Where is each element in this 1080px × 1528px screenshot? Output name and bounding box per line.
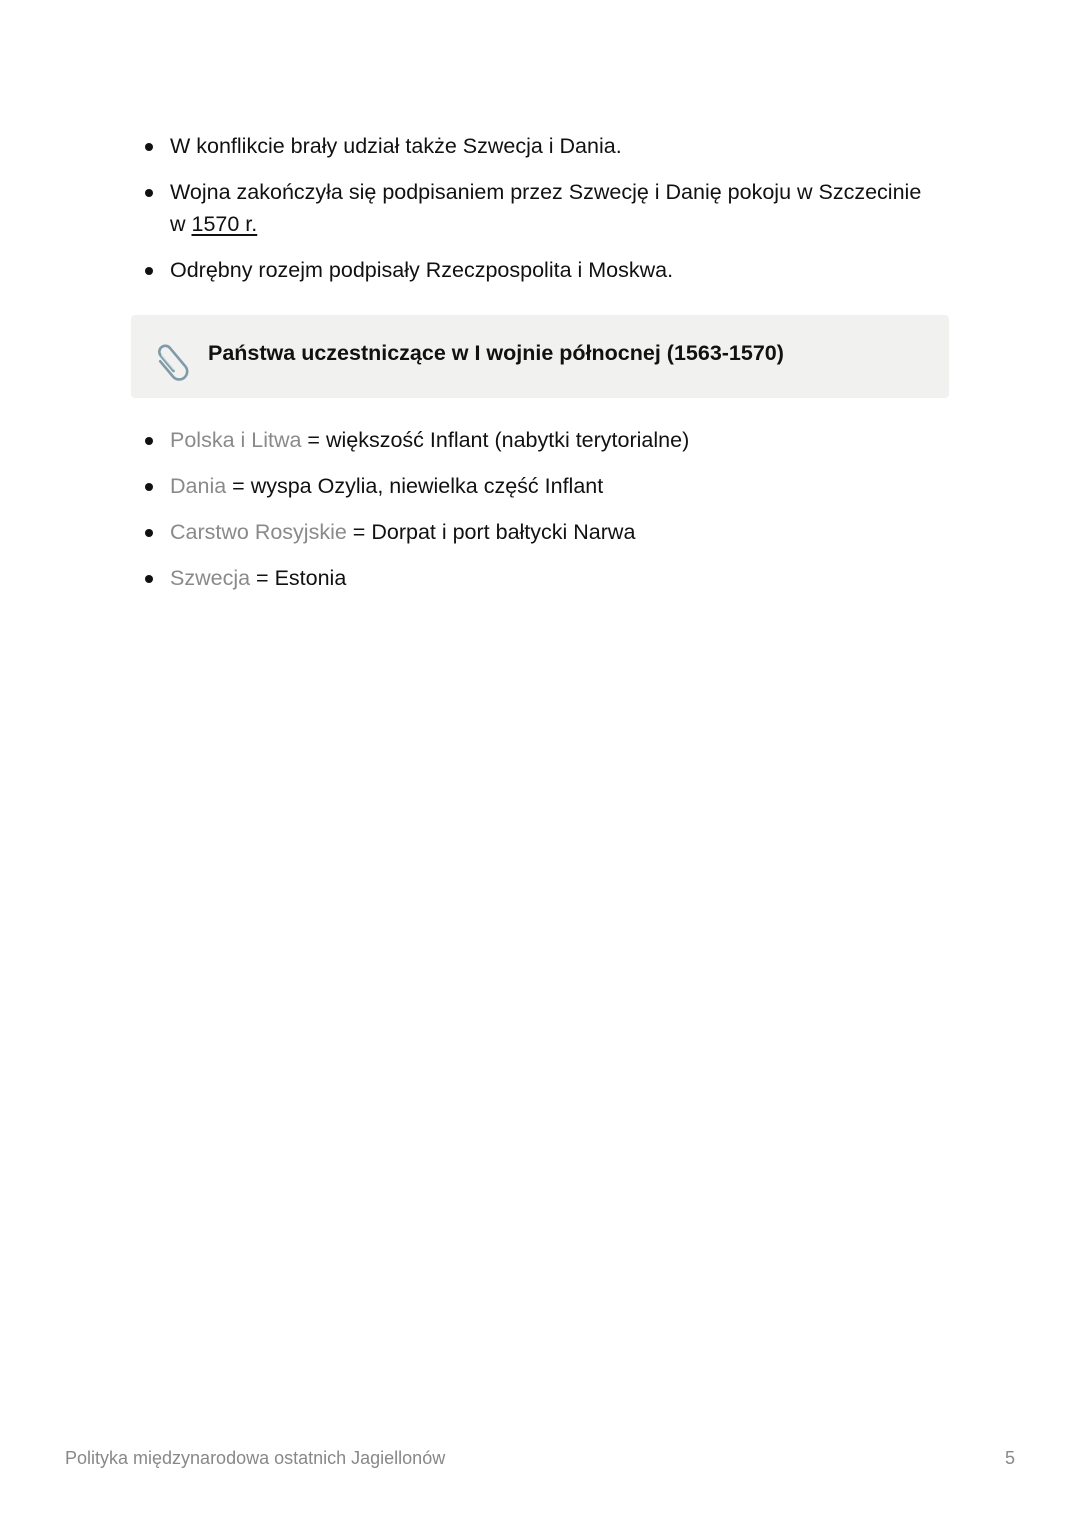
bullet-icon xyxy=(145,575,153,583)
country-name: Carstwo Rosyjskie xyxy=(170,520,347,544)
territory-gain: Dorpat i port bałtycki Narwa xyxy=(371,520,636,544)
countries-bullet-list xyxy=(0,424,1080,608)
list-item-text-cont: w xyxy=(170,212,192,236)
bullet-icon xyxy=(145,483,153,491)
equals-separator: = xyxy=(301,428,326,452)
bullet-icon xyxy=(145,143,153,151)
paperclip-icon xyxy=(151,339,195,383)
list-item xyxy=(0,424,1080,456)
bullet-icon xyxy=(145,189,153,197)
events-bullet-list xyxy=(0,130,1080,286)
territory-gain: Estonia xyxy=(274,566,347,590)
equals-separator: = xyxy=(250,566,275,590)
equals-separator: = xyxy=(346,520,372,544)
equals-separator: = xyxy=(226,474,251,498)
bullet-icon xyxy=(145,529,153,537)
country-name: Dania xyxy=(170,474,227,498)
date-link[interactable]: 1570 r. xyxy=(191,212,258,236)
callout-title: Państwa uczestniczące w I wojnie północnej (1563-1570) xyxy=(208,341,784,365)
list-item xyxy=(0,176,1080,240)
list-item-text: W konflikcie brały udział także Szwecja i Dania. xyxy=(170,134,622,158)
footer-document-title: Polityka międzynarodowa ostatnich Jagiellonów xyxy=(65,1448,446,1468)
bullet-icon xyxy=(145,437,153,445)
callout-box xyxy=(131,315,949,398)
list-item-text: Odrębny rozejm podpisały Rzeczpospolita i Moskwa. xyxy=(170,258,674,282)
bullet-icon xyxy=(145,267,153,275)
footer-page-number: 5 xyxy=(1004,1448,1015,1468)
country-name: Szwecja xyxy=(170,566,251,590)
list-item xyxy=(0,130,1080,162)
country-name: Polska i Litwa xyxy=(170,428,302,452)
list-item xyxy=(0,254,1080,286)
territory-gain: wyspa Ozylia, niewielka część Inflant xyxy=(250,474,604,498)
list-item xyxy=(0,516,1080,548)
list-item xyxy=(0,562,1080,594)
territory-gain: większość Inflant (nabytki terytorialne) xyxy=(325,428,690,452)
list-item-text: Wojna zakończyła się podpisaniem przez Szwecję i Danię pokoju w Szczecinie xyxy=(170,180,922,204)
list-item xyxy=(0,470,1080,502)
